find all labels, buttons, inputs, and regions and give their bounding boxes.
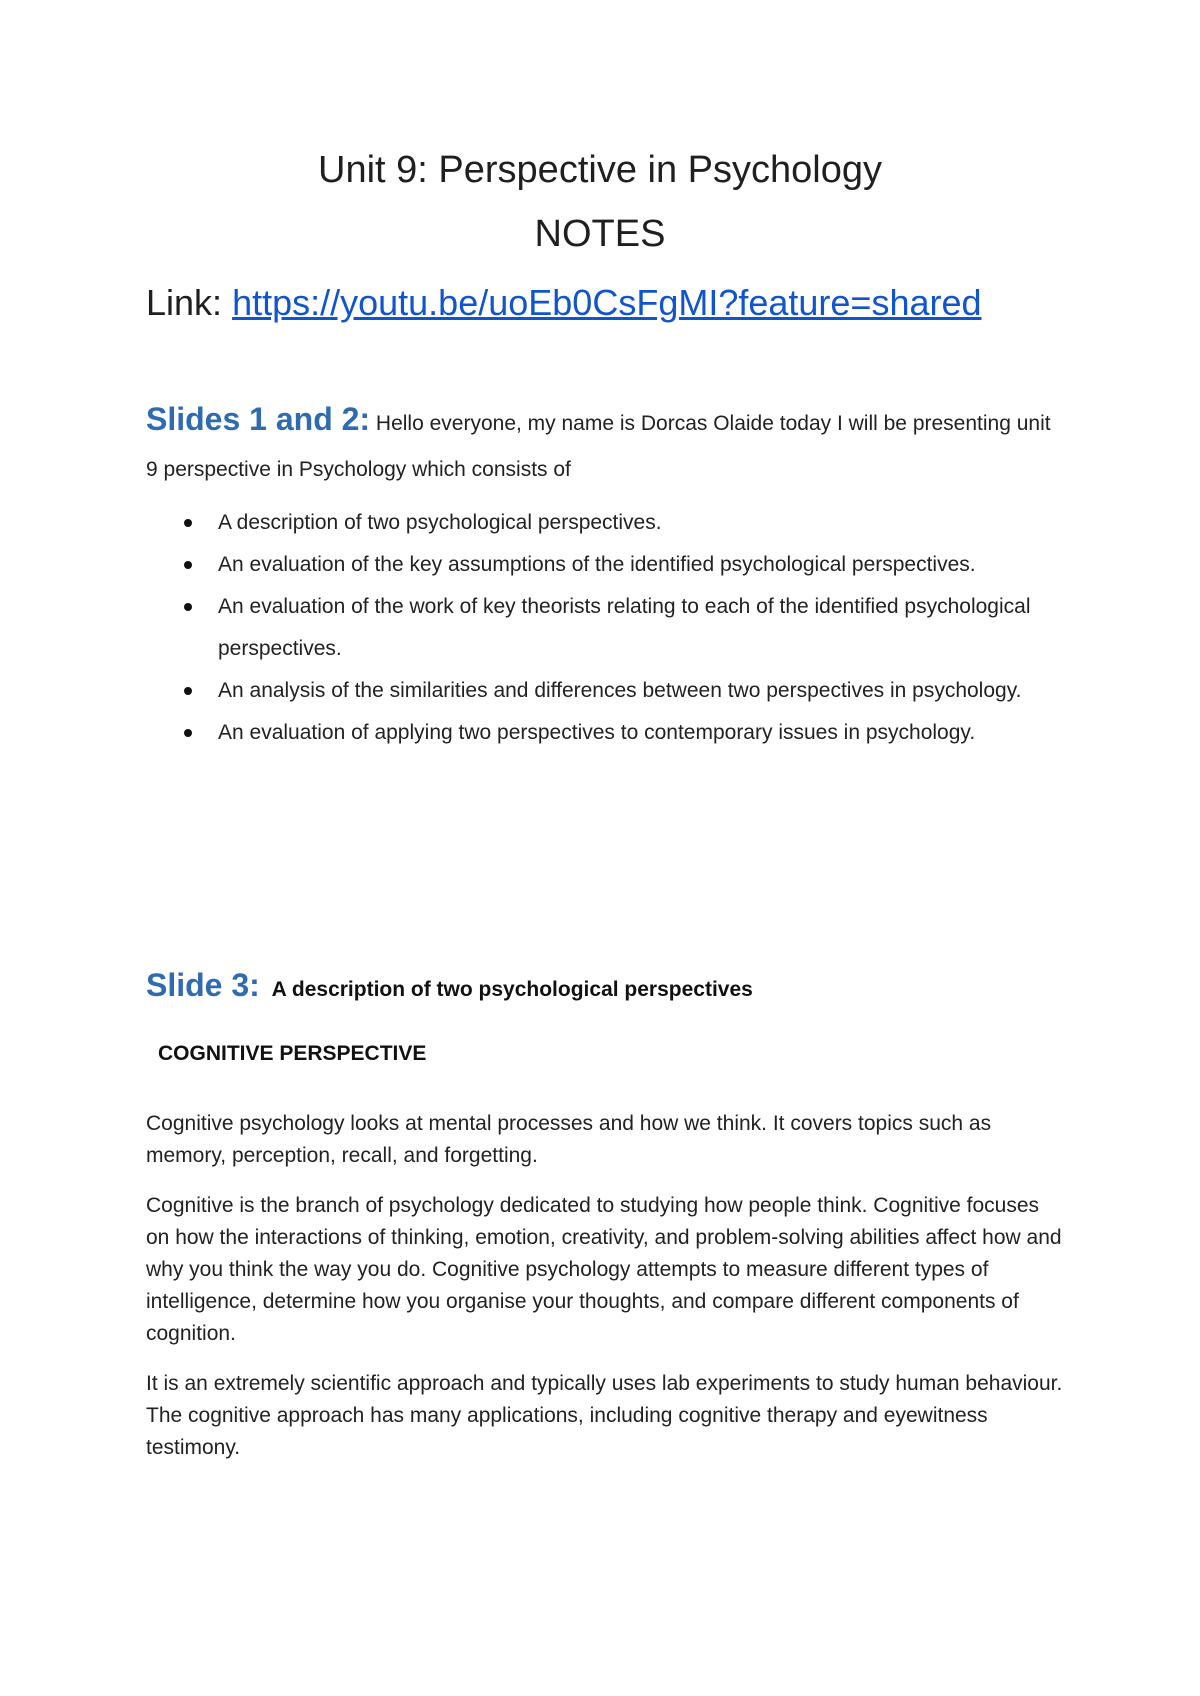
list-item: An evaluation of applying two perspectives to contemporary issues in psychology. (146, 712, 1046, 754)
bullet-icon (184, 729, 192, 737)
bullet-icon (184, 519, 192, 527)
page-subtitle: NOTES (534, 213, 666, 255)
slides-1-2-bullet-list (146, 502, 1046, 754)
slide-3-heading: Slide 3: (146, 967, 260, 1003)
page-title: Unit 9: Perspective in Psychology (318, 149, 882, 191)
slide-3-subheading: A description of two psychological perspectives (271, 978, 753, 1001)
slide-3-heading-line (146, 962, 1066, 1013)
body-paragraph-1: Cognitive psychology looks at mental processes and how we think. It covers topics such as memory, perception, recall, and forgetting. (146, 1112, 992, 1167)
video-link[interactable]: https://youtu.be/uoEb0CsFgMI?feature=shared (232, 282, 982, 323)
bullet-icon (184, 603, 192, 611)
body-paragraph-3: It is an extremely scientific approach and typically uses lab experiments to study human behaviour. The cognitive approach has many applications, including cognitive therapy and eyewitness testimony. (146, 1372, 1063, 1459)
slides-1-2-heading: Slides 1 and 2: (146, 401, 371, 437)
bullet-icon (184, 687, 192, 695)
list-item: A description of two psychological perspectives. (146, 502, 1046, 544)
list-item: An evaluation of the work of key theorists relating to each of the identified psychological perspectives. (146, 586, 1046, 670)
slides-1-2-text: Hello everyone, my name is Dorcas Olaide today I will be presenting unit 9 perspective in Psychology which consists of (146, 412, 1051, 481)
link-label: Link: (146, 282, 223, 323)
bullet-icon (184, 561, 192, 569)
list-item: An evaluation of the key assumptions of the identified psychological perspectives. (146, 544, 1046, 586)
section-label: COGNITIVE PERSPECTIVE (158, 1042, 427, 1065)
body-paragraph-2: Cognitive is the branch of psychology dedicated to studying how people think. Cognitive focuses on how the interactions of thinking, emotion, creativity, and problem-solving abilities affect how and why you think the way you do. Cognitive psychology attempts to measure different types of intelligence, determine how you organise your thoughts, and compare different components of cognition. (146, 1194, 1062, 1345)
list-item: An analysis of the similarities and differences between two perspectives in psychology. (146, 670, 1046, 712)
link-line (146, 280, 1046, 326)
slides-1-2-intro (146, 396, 1066, 493)
